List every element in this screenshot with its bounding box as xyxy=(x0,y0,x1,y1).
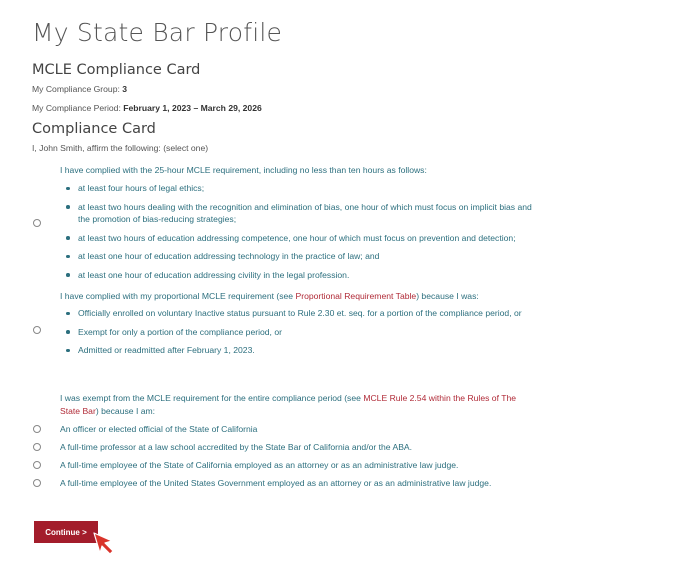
mcle-rule-link[interactable]: MCLE Rule 2.54 within the Rules of The State Bar xyxy=(60,393,517,416)
proportional-requirement-link[interactable]: Proportional Requirement Table xyxy=(295,291,417,301)
bullet-icon xyxy=(66,255,70,259)
bullet-icon xyxy=(66,187,70,191)
continue-button[interactable]: Continue > xyxy=(34,521,98,543)
exempt-choice-radio[interactable] xyxy=(33,443,41,451)
exempt-choice-radio[interactable] xyxy=(33,479,41,487)
list-item: Admitted or readmitted after February 1, 2023. xyxy=(60,344,540,357)
compliance-group xyxy=(32,84,127,94)
bullet-icon xyxy=(66,273,70,277)
bullet-icon xyxy=(66,349,70,353)
list-item: at least one hour of education addressing civility in the legal profession. xyxy=(60,269,540,282)
option-full-compliance-list xyxy=(60,182,540,281)
list-item: at least four hours of legal ethics; xyxy=(60,182,540,195)
option-proportional-list xyxy=(60,307,540,357)
option-proportional-text: I have complied with my proportional MCLE requirement (see Proportional Requirement Table) because I was: xyxy=(60,291,479,301)
card-heading: MCLE Compliance Card xyxy=(32,62,201,78)
bullet-icon xyxy=(66,205,70,209)
compliance-heading: Compliance Card xyxy=(32,121,156,137)
exempt-choice-radio[interactable] xyxy=(33,461,41,469)
compliance-period-label: My Compliance Period: xyxy=(32,103,124,113)
exempt-choice-label: A full-time employee of the United States Government employed as an attorney or as an administrative law judge. xyxy=(60,478,492,488)
compliance-group-value: 3 xyxy=(122,84,128,94)
compliance-period-value: February 1, 2023 – March 29, 2026 xyxy=(123,103,262,113)
exempt-choice-label: A full-time professor at a law school accredited by the State Bar of California and/or the ABA. xyxy=(60,442,413,452)
list-item: Officially enrolled on voluntary Inactive status pursuant to Rule 2.30 et. seq. for a portion of the compliance period, or xyxy=(60,307,540,320)
bullet-icon xyxy=(66,330,70,334)
list-item: at least two hours of education addressing competence, one hour of which must focus on prevention and detection; xyxy=(60,232,540,245)
exempt-choice-label: An officer or elected official of the State of California xyxy=(60,424,258,434)
compliance-period xyxy=(32,103,262,113)
option-full-compliance-radio[interactable] xyxy=(33,219,41,227)
list-item: at least one hour of education addressing technology in the practice of law; and xyxy=(60,250,540,263)
compliance-group-label: My Compliance Group: xyxy=(32,84,123,94)
option-exempt-text: I was exempt from the MCLE requirement for the entire compliance period (see MCLE Rule 2.54 within the Rules of The State Bar) because I am: xyxy=(60,393,517,416)
bullet-icon xyxy=(66,236,70,240)
page-title: My State Bar Profile xyxy=(32,18,283,47)
option-proportional-radio[interactable] xyxy=(33,326,41,334)
pointer-arrow-icon xyxy=(92,531,118,557)
exempt-choice-radio[interactable] xyxy=(33,425,41,433)
exempt-choice-label: A full-time employee of the State of California employed as an attorney or as an administrative law judge. xyxy=(60,460,459,470)
list-item: Exempt for only a portion of the compliance period, or xyxy=(60,326,540,339)
affirm-text: I, John Smith, affirm the following: (select one) xyxy=(32,143,209,153)
list-item: at least two hours dealing with the recognition and elimination of bias, one hour of which must focus on implicit bias and the promotion of bias-reducing strategies; xyxy=(60,201,540,226)
option-full-compliance-text: I have complied with the 25-hour MCLE requirement, including no less than ten hours as follows: xyxy=(60,165,427,175)
bullet-icon xyxy=(66,312,70,316)
